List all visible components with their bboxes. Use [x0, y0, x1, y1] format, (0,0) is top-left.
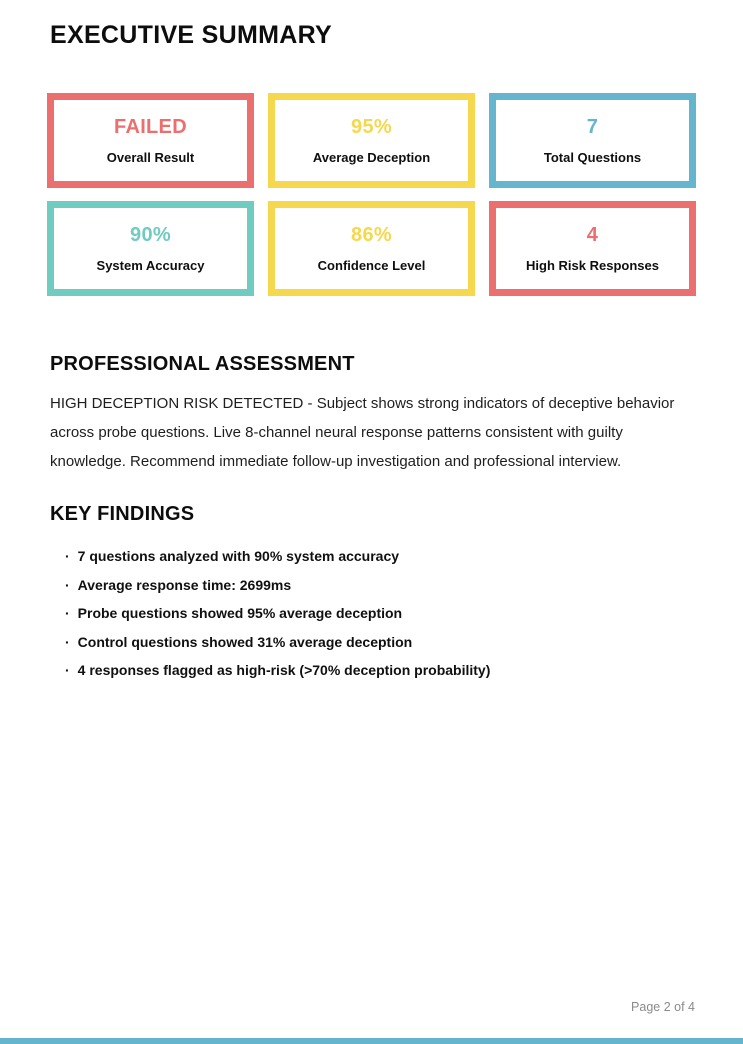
page-number: Page 2 of 4 — [631, 1000, 695, 1014]
key-findings-section — [50, 502, 695, 685]
stat-label: System Accuracy — [96, 258, 205, 273]
stat-card-high-risk-responses — [489, 201, 696, 296]
footer-accent-bar — [0, 1038, 743, 1044]
stat-value: FAILED — [114, 116, 187, 138]
stat-card-confidence-level — [268, 201, 475, 296]
assessment-body-text: HIGH DECEPTION RISK DETECTED - Subject shows strong indicators of deceptive behavior across probe questions. Live 8-channel neural response patterns consistent with guilty knowledge. Recommend immediate follow-up investigation and professional interview. — [50, 395, 675, 470]
stat-card-average-deception — [268, 93, 475, 188]
stat-card-overall-result — [47, 93, 254, 188]
stat-value: 4 — [586, 224, 599, 246]
findings-list — [50, 542, 695, 685]
page-title: EXECUTIVE SUMMARY — [50, 21, 332, 49]
summary-stats-grid — [47, 93, 696, 296]
finding-item: · 4 responses flagged as high-risk (>70% deception probability) — [65, 656, 695, 685]
stat-label: High Risk Responses — [526, 258, 659, 273]
stat-value: 90% — [130, 224, 171, 246]
stat-value: 95% — [351, 116, 392, 138]
stat-value: 7 — [586, 116, 599, 138]
stat-card-total-questions — [489, 93, 696, 188]
professional-assessment-section — [50, 352, 695, 476]
finding-item: · 7 questions analyzed with 90% system accuracy — [65, 542, 695, 571]
stat-label: Average Deception — [312, 150, 431, 165]
stat-label: Total Questions — [543, 150, 642, 165]
findings-heading: KEY FINDINGS — [50, 503, 195, 525]
assessment-heading: PROFESSIONAL ASSESSMENT — [50, 353, 355, 375]
stat-label: Confidence Level — [317, 258, 426, 273]
stat-value: 86% — [351, 224, 392, 246]
finding-item: · Probe questions showed 95% average deception — [65, 599, 695, 628]
stat-label: Overall Result — [106, 150, 195, 165]
finding-item: · Control questions showed 31% average deception — [65, 628, 695, 657]
stat-card-system-accuracy — [47, 201, 254, 296]
finding-item: · Average response time: 2699ms — [65, 571, 695, 600]
